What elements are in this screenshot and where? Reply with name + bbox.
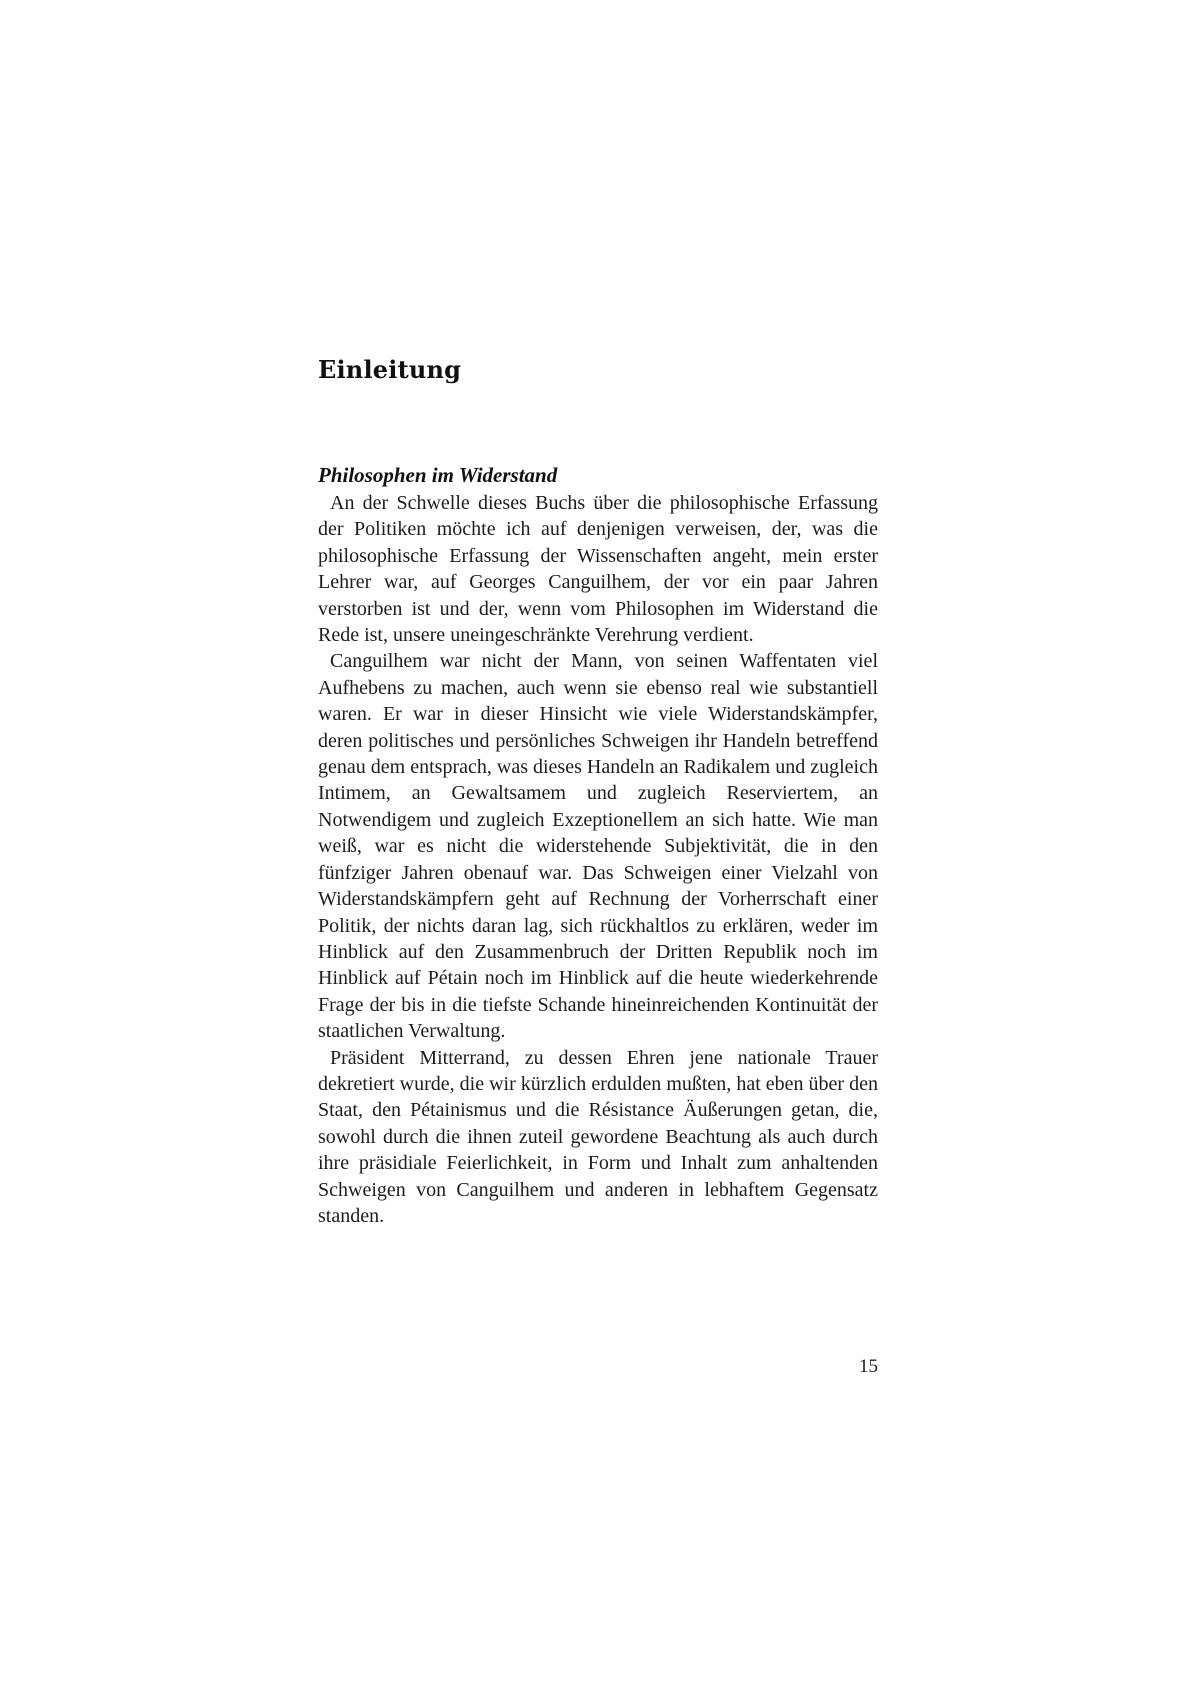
chapter-title: Einleitung — [318, 355, 462, 384]
paragraph-1: An der Schwelle dieses Buchs über die philosophische Erfassung der Politiken möchte ich auf denjenigen verweisen, der, was die philosophische Erfassung der Wissenschaften angeht, mein erster Lehrer war, auf Georges Canguilhem, der vor ein paar Jahren verstorben ist und der, wenn vom Philosophen im Widerstand die Rede ist, unsere uneingeschränkte Verehrung verdient. — [318, 492, 878, 647]
paragraph-2: Canguilhem war nicht der Mann, von seinen Waffentaten viel Aufhebens zu machen, auch wenn sie ebenso real wie substantiell waren. Er war in dieser Hinsicht wie viele Widerstandskämpfer, deren politisches und persönliches Schweigen ihr Handeln betreffend genau dem entsprach, was dieses Handeln an Radikalem und zugleich Intimem, an Gewaltsamem und zugleich Reserviertem, an Notwendigem und zugleich Exzeptionellem an sich hatte. Wie man weiß, war es nicht die widerstehende Subjektivität, die in den fünfziger Jahren obenauf war. Das Schweigen einer Vielzahl von Widerstandskämpfern geht auf Rechnung der Vorherrschaft einer Politik, der nichts daran lag, sich rückhaltlos zu erklären, weder im Hinblick auf den Zusammenbruch der Dritten Republik noch im Hinblick auf Pétain noch im Hinblick auf die heute wiederkehrende Frage der bis in die tiefste Schande hineinreichenden Kontinuität der staatlichen Verwaltung. — [318, 650, 878, 1043]
page-number: 15 — [859, 1356, 878, 1377]
section-title: Philosophen im Widerstand — [318, 463, 558, 487]
paragraph-3: Präsident Mitterrand, zu dessen Ehren jene nationale Trauer dekretiert wurde, die wir kürzlich erdulden mußten, hat eben über den Staat, den Pétainismus und die Résistance Äußerungen getan, die, sowohl durch die ihnen zuteil gewordene Beachtung als auch durch ihre präsidiale Feierlichkeit, in Form und Inhalt zum anhaltenden Schweigen von Canguilhem und anderen in lebhaftem Gegensatz standen. — [318, 1046, 878, 1227]
text-body — [318, 462, 878, 1229]
